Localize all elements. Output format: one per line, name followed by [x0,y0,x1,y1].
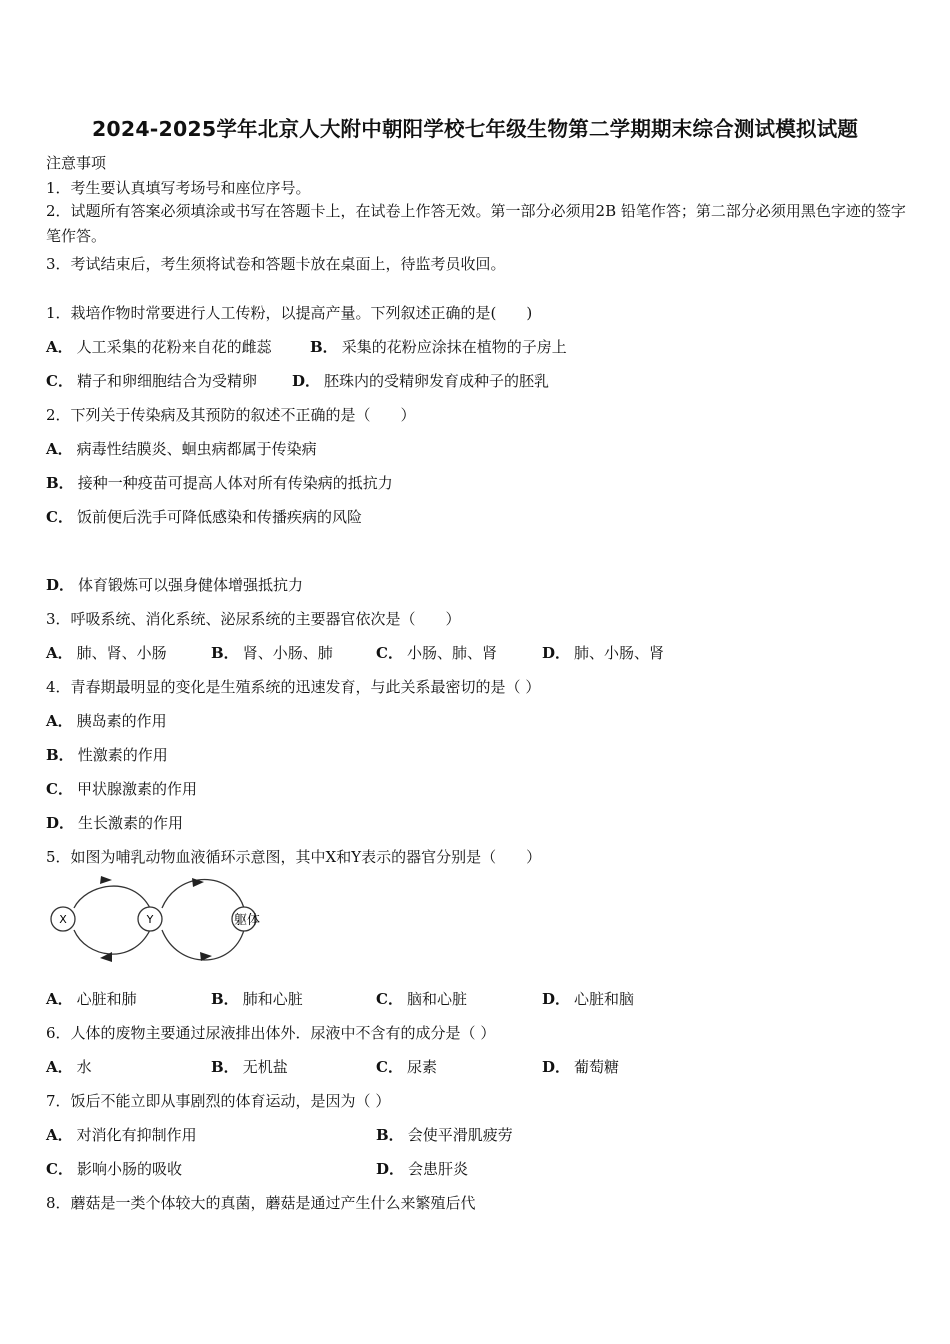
upper-left-arc [74,886,150,908]
option-text: 心脏和肺 [76,990,137,1008]
option-label: D． [542,1058,571,1076]
option-text: 精子和卵细胞结合为受精卵 [76,372,257,390]
option-text: 胚珠内的受精卵发育成种子的胚乳 [324,372,550,390]
option-text: 脑和心脏 [406,990,467,1008]
notice-heading: 注意事项 [46,154,107,172]
question-stem: 3．呼吸系统、消化系统、泌尿系统的主要器官依次是（ ） [46,610,461,628]
question-stem: 1．栽培作物时常要进行人工传粉，以提高产量。下列叙述正确的是( ) [46,304,533,322]
option-a[interactable] [46,1056,92,1077]
option-b[interactable] [211,1056,288,1077]
upper-right-arc [162,880,244,909]
option-b[interactable] [46,472,393,493]
option-label: A． [46,712,73,730]
question-stem: 8．蘑菇是一类个体较大的真菌，蘑菇是通过产生什么来繁殖后代 [46,1194,476,1212]
option-label: D． [542,644,571,662]
option-label: A． [46,990,73,1008]
option-d[interactable] [542,642,664,663]
option-text: 会患肝炎 [408,1160,469,1178]
option-label: D． [46,814,75,832]
option-text: 人工采集的花粉来自花的雌蕊 [76,338,272,356]
option-text: 会使平滑肌疲劳 [407,1126,513,1144]
option-text: 对消化有抑制作用 [76,1126,197,1144]
option-d[interactable] [542,988,634,1009]
option-label: C． [46,372,73,390]
option-label: B． [376,1126,404,1144]
question-stem: 5．如图为哺乳动物血液循环示意图，其中X和Y表示的器官分别是（ ） [46,848,542,866]
option-label: A． [46,1058,73,1076]
option-a[interactable] [46,438,317,459]
option-text: 心脏和脑 [574,990,635,1008]
node-x-label: X [59,913,67,926]
option-text: 接种一种疫苗可提高人体对所有传染病的抵抗力 [77,474,393,492]
option-text: 体育锻炼可以强身健体增强抵抗力 [78,576,304,594]
node-body-label: 躯体 [233,913,261,928]
question-stem: 7．饭后不能立即从事剧烈的体育运动，是因为（ ） [46,1092,391,1110]
option-text: 性激素的作用 [77,746,168,764]
question-stem: 6．人体的废物主要通过尿液排出体外．尿液中不含有的成分是（ ） [46,1024,496,1042]
option-text: 肺和心脏 [242,990,303,1008]
option-c[interactable] [376,1056,437,1077]
option-text: 甲状腺激素的作用 [76,780,197,798]
option-a[interactable] [46,988,137,1009]
notice-item: 2．试题所有答案必须填涂或书写在答题卡上，在试卷上作答无效。第一部分必须用2B 铅笔作答；第二部分必须用黑色字迹的签字笔作答。 [46,202,906,245]
option-label: A． [46,440,73,458]
option-c[interactable] [46,1158,182,1179]
option-b[interactable] [211,642,333,663]
option-label: C． [46,780,73,798]
option-label: B． [46,746,74,764]
node-y-label: Y [146,913,154,926]
option-text: 尿素 [406,1058,437,1076]
option-text: 小肠、肺、肾 [406,644,497,662]
notice-item: 3．考试结束后，考生须将试卷和答题卡放在桌面上，待监考员收回。 [46,255,506,273]
option-d[interactable] [292,370,549,391]
option-d[interactable] [376,1158,468,1179]
option-c[interactable] [376,642,497,663]
question-stem: 4．青春期最明显的变化是生殖系统的迅速发育，与此关系最密切的是（ ） [46,678,541,696]
option-c[interactable] [46,506,362,527]
option-label: B． [211,1058,239,1076]
option-text: 病毒性结膜炎、蛔虫病都属于传染病 [76,440,317,458]
notice-item: 1．考生要认真填写考场号和座位序号。 [46,179,311,197]
option-text: 肺、肾、小肠 [76,644,167,662]
option-label: B． [211,990,239,1008]
option-text: 葡萄糖 [574,1058,620,1076]
option-b[interactable] [376,1124,513,1145]
option-label: D． [542,990,571,1008]
option-b[interactable] [46,744,168,765]
option-a[interactable] [46,336,272,357]
option-label: A． [46,1126,73,1144]
option-c[interactable] [46,778,197,799]
option-text: 采集的花粉应涂抹在植物的子房上 [341,338,567,356]
option-label: D． [292,372,321,390]
option-label: C． [46,1160,73,1178]
option-c[interactable] [46,370,257,391]
option-label: C． [376,1058,403,1076]
option-label: D． [376,1160,405,1178]
option-label: C． [46,508,73,526]
option-label: A． [46,338,73,356]
option-label: B． [310,338,338,356]
arrow-upper-left [100,876,112,884]
option-a[interactable] [46,710,167,731]
option-d[interactable] [46,812,183,833]
option-d[interactable] [542,1056,619,1077]
page-title: 2024-2025学年北京人大附中朝阳学校七年级生物第二学期期末综合测试模拟试题 [91,117,859,141]
option-text: 胰岛素的作用 [76,712,167,730]
option-text: 生长激素的作用 [78,814,184,832]
option-text: 肺、小肠、肾 [574,644,665,662]
option-text: 无机盐 [242,1058,288,1076]
option-b[interactable] [310,336,567,357]
option-b[interactable] [211,988,303,1009]
option-label: C． [376,644,403,662]
option-text: 水 [76,1058,92,1076]
circulation-diagram [42,870,282,970]
option-a[interactable] [46,1124,197,1145]
option-label: B． [211,644,239,662]
option-d[interactable] [46,574,303,595]
option-text: 饭前便后洗手可降低感染和传播疾病的风险 [76,508,362,526]
option-label: B． [46,474,74,492]
option-text: 肾、小肠、肺 [242,644,333,662]
lower-left-arc [74,930,150,954]
option-a[interactable] [46,642,167,663]
option-text: 影响小肠的吸收 [76,1160,182,1178]
option-label: C． [376,990,403,1008]
question-stem: 2．下列关于传染病及其预防的叙述不正确的是（ ） [46,406,416,424]
option-label: A． [46,644,73,662]
option-label: D． [46,576,75,594]
option-c[interactable] [376,988,467,1009]
